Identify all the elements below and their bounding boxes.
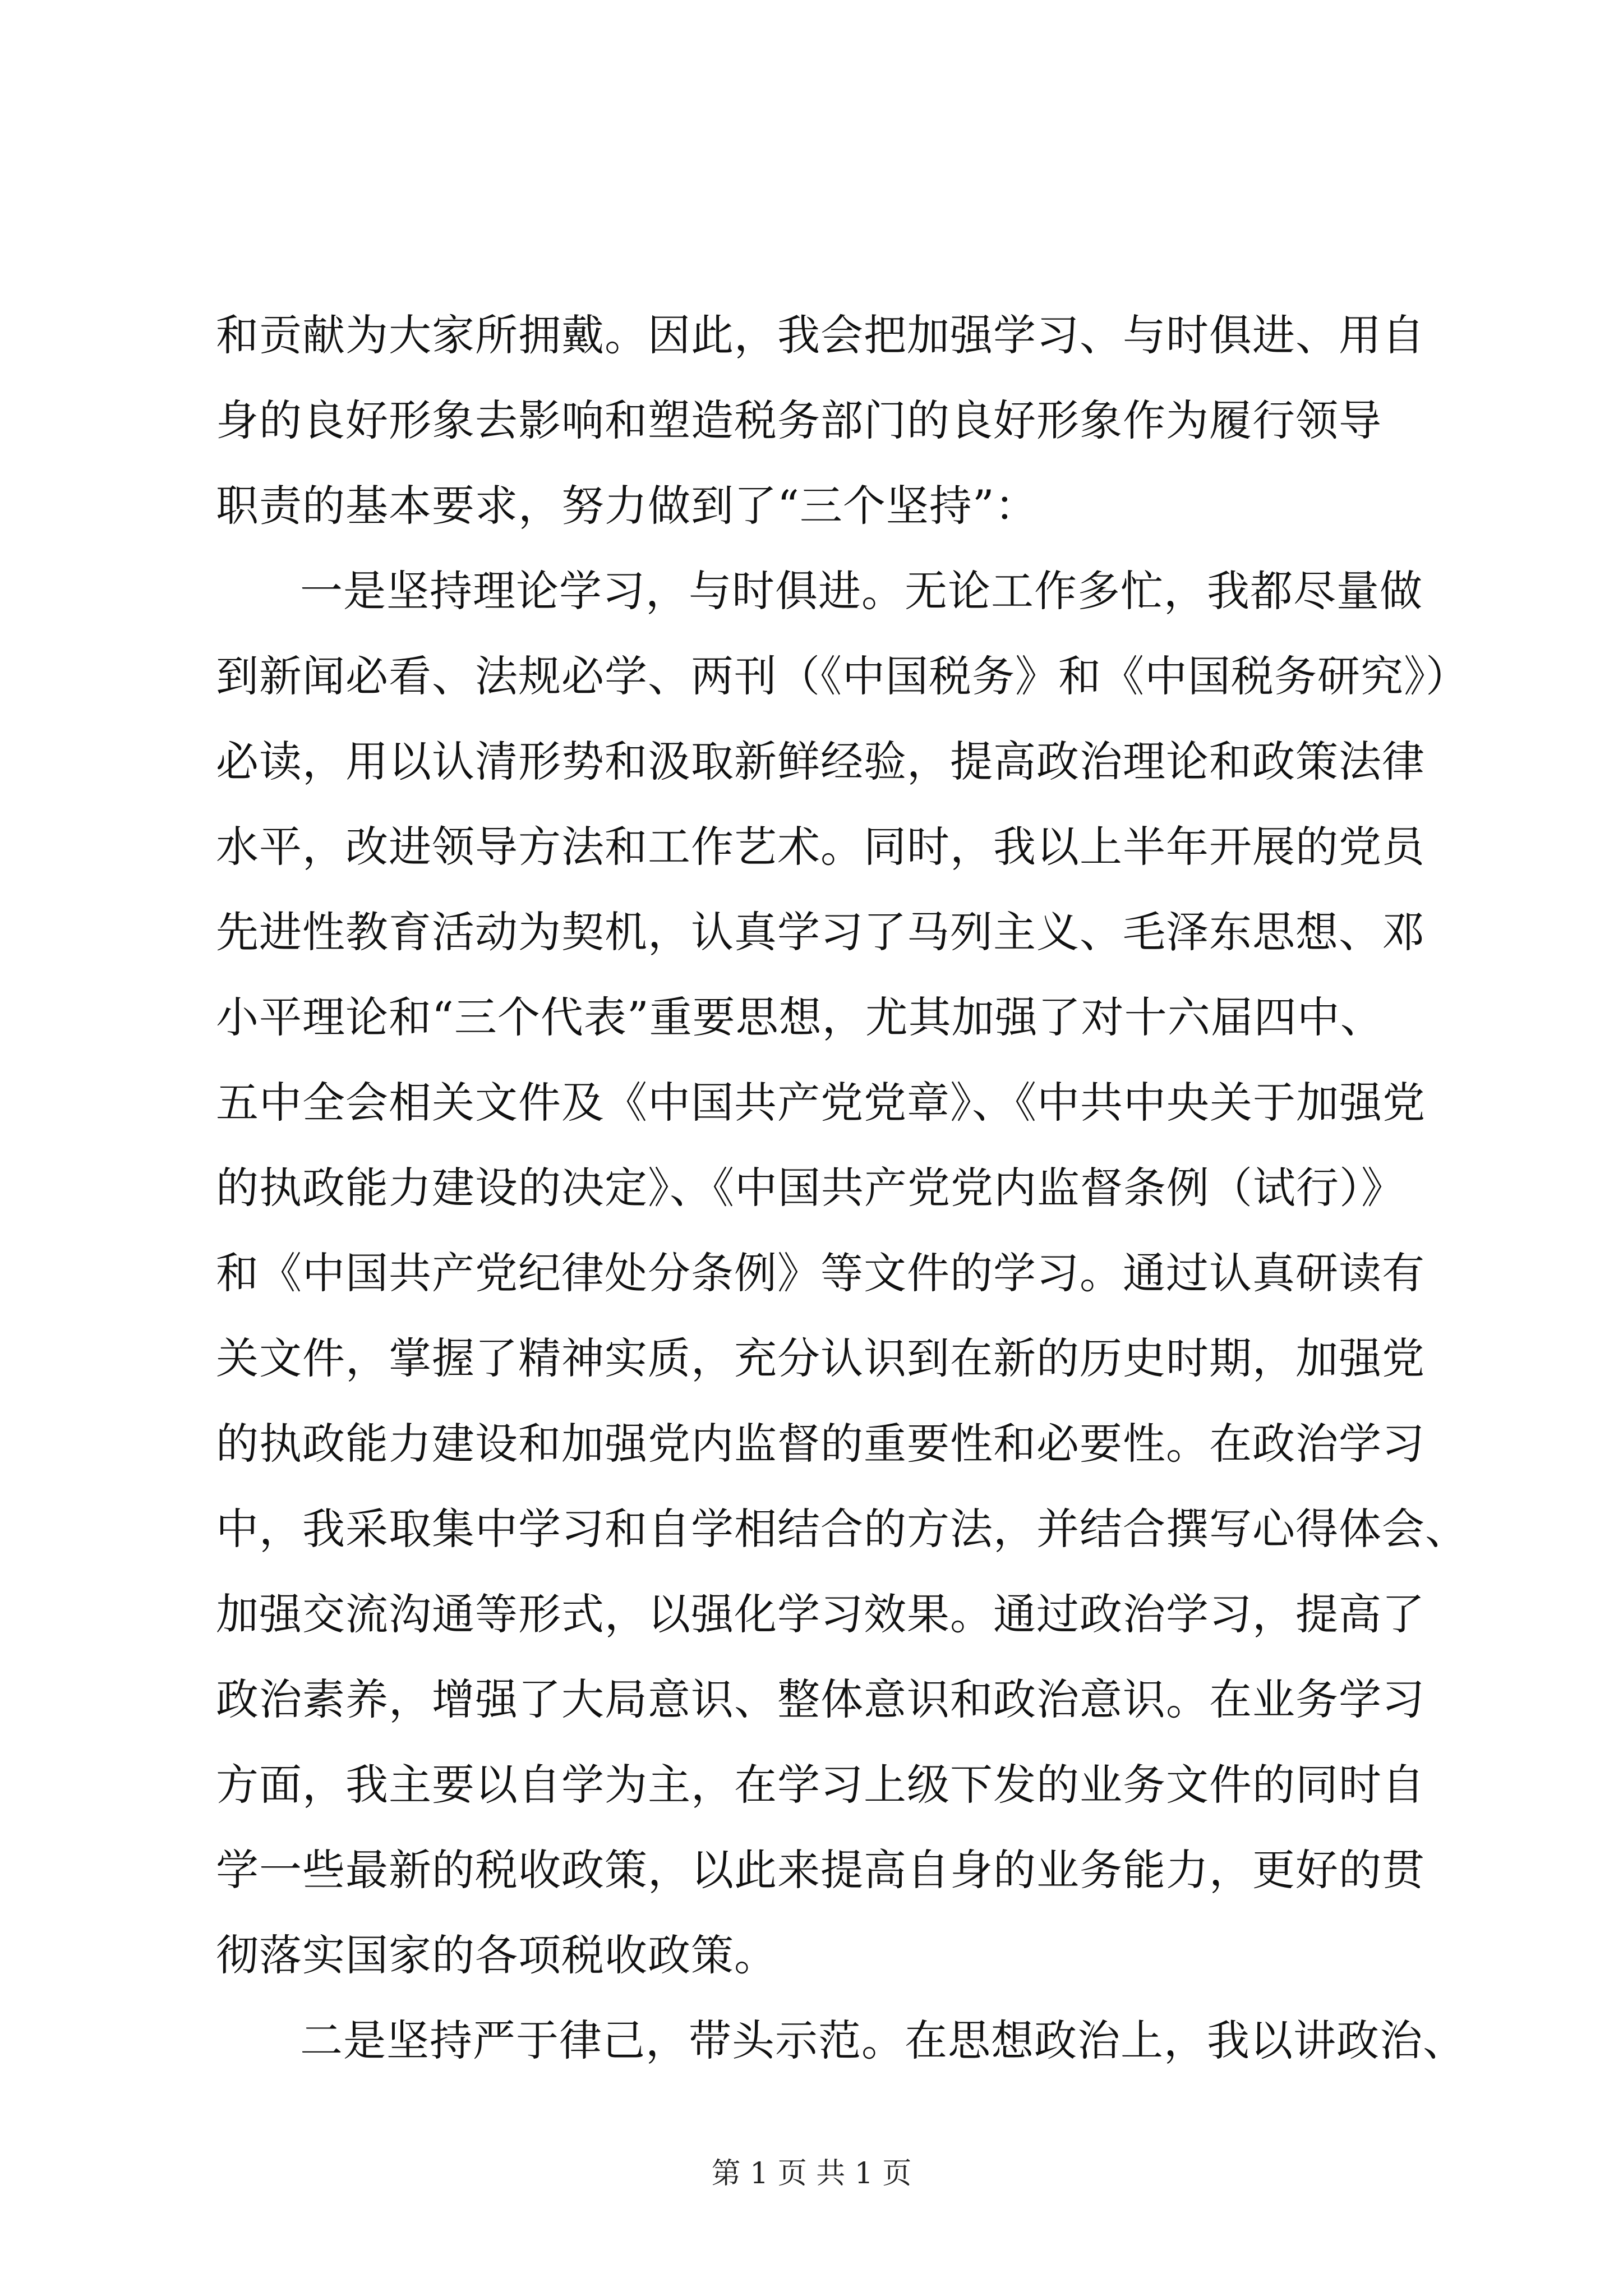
- text-line: 水平，改进领导方法和工作艺术。同时，我以上半年开展的党员: [216, 822, 1425, 872]
- text-line: 到新闻必看、法规必学、两刊（《中国税务》和《中国税务研究》）: [216, 651, 1469, 701]
- text-line: 先进性教育活动为契机，认真学习了马列主义、毛泽东思想、邓: [216, 907, 1425, 957]
- text-line: 和贡献为大家所拥戴。因此，我会把加强学习、与时俱进、用自: [216, 310, 1425, 360]
- page-footer: 第 1 页 共 1 页: [711, 2157, 912, 2191]
- text-line: 的执政能力建设和加强党内监督的重要性和必要性。在政治学习: [216, 1419, 1425, 1469]
- text-line: 和《中国共产党纪律处分条例》等文件的学习。通过认真研读有: [216, 1248, 1425, 1298]
- text-line: 中，我采取集中学习和自学相结合的方法，并结合撰写心得体会、: [216, 1504, 1468, 1554]
- text-line: 加强交流沟通等形式，以强化学习效果。通过政治学习，提高了: [216, 1589, 1425, 1639]
- text-line: 小平理论和“三个代表”重要思想，尤其加强了对十六届四中、: [216, 992, 1384, 1042]
- text-line: 方面，我主要以自学为主，在学习上级下发的业务文件的同时自: [216, 1760, 1425, 1810]
- text-line: 政治素养，增强了大局意识、整体意识和政治意识。在业务学习: [216, 1674, 1425, 1724]
- text-line: 关文件，掌握了精神实质，充分认识到在新的历史时期，加强党: [216, 1333, 1425, 1383]
- paragraph-start-line: 二是坚持严于律己，带头示范。在思想政治上，我以讲政治、: [300, 2016, 1466, 2065]
- text-line: 的执政能力建设的决定》、《中国共产党党内监督条例（试行）》: [216, 1163, 1404, 1213]
- text-line: 学一些最新的税收政策，以此来提高自身的业务能力，更好的贯: [216, 1845, 1425, 1895]
- paragraph-start-line: 一是坚持理论学习，与时俱进。无论工作多忙，我都尽量做: [300, 566, 1423, 616]
- text-line: 必读，用以认清形势和汲取新鲜经验，提高政治理论和政策法律: [216, 737, 1425, 786]
- text-line: 职责的基本要求，努力做到了“三个坚持”：: [216, 481, 1038, 531]
- text-line: 五中全会相关文件及《中国共产党党章》、《中共中央关于加强党: [216, 1078, 1426, 1128]
- text-line: 彻落实国家的各项税收政策。: [216, 1930, 777, 1980]
- text-line: 身的良好形象去影响和塑造税务部门的良好形象作为履行领导: [216, 395, 1382, 445]
